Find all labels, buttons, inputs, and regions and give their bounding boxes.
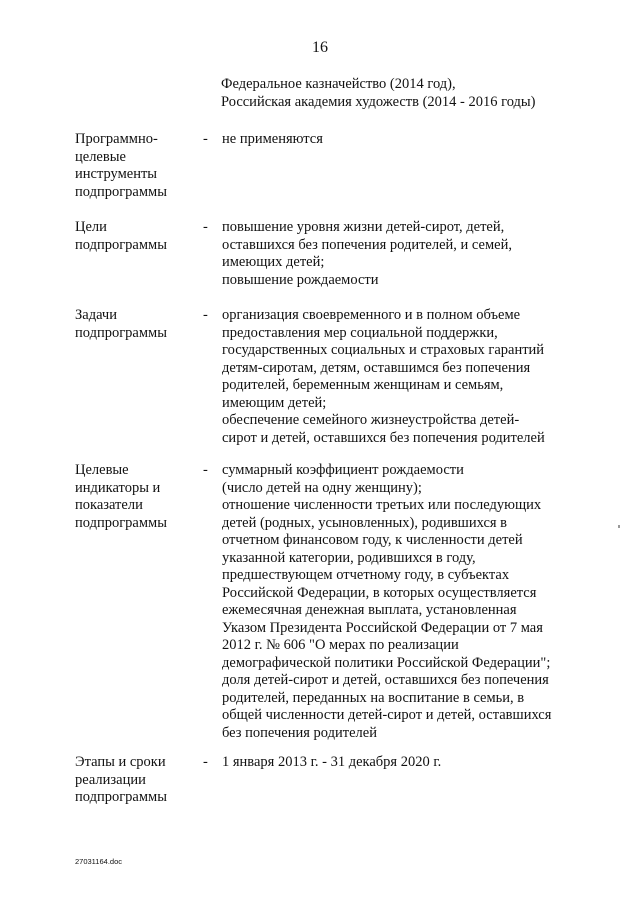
section-content-line: суммарный коэффициент рождаемости [222, 462, 464, 478]
section-label [75, 462, 200, 532]
section-content [222, 462, 602, 742]
section-content-line: обеспечение семейного жизнеустройства детей- [222, 412, 520, 428]
section-label [75, 307, 200, 342]
section-dash: - [203, 219, 208, 235]
section-content-line: 2012 г. № 606 "О мерах по реализации [222, 637, 459, 653]
scan-speck [618, 525, 620, 528]
section-label [75, 131, 200, 201]
section-content-line: Указом Президента Российской Федерации от 7 мая [222, 619, 543, 636]
section-label-line: подпрограммы [75, 514, 167, 531]
section-content-line: отчетном финансовом году, к численности детей [222, 532, 523, 548]
footer-filename: 27031164.doc [75, 857, 122, 866]
section-label-line: Целевые [75, 462, 129, 478]
section-label-line: подпрограммы [75, 183, 167, 200]
section-label-line: показатели [75, 497, 143, 513]
section-content-line: оставшихся без попечения родителей, и семей, [222, 236, 512, 253]
section-content-line: без попечения родителей [222, 724, 377, 741]
section-content-line: детей (родных, усыновленных), родившихся в [222, 514, 508, 531]
intro-line: Российская академия художеств (2014 - 2016 годы) [221, 94, 536, 110]
section-dash: - [203, 131, 208, 147]
page-number: 16 [312, 39, 328, 56]
section-content-line: родителей, беременным женщинам и семьям, [222, 377, 504, 393]
section-label [75, 754, 200, 807]
section-content [222, 307, 602, 447]
section-label-line: Задачи [75, 307, 117, 323]
section-dash: - [203, 307, 208, 323]
section-label-line: реализации [75, 771, 146, 788]
section-content-line: организация своевременного и в полном объеме [222, 307, 521, 323]
intro-block [221, 75, 536, 111]
section-content-line: отношение численности третьих или последующих [222, 497, 542, 513]
section-label-line: подпрограммы [75, 236, 167, 253]
section-content-line: демографической политики Российской Федерации"; [222, 654, 551, 671]
section-content [222, 754, 602, 772]
intro-line: Федеральное казначейство (2014 год), [221, 76, 456, 92]
section-content-line: доля детей-сирот и детей, оставшихся без попечения [222, 672, 549, 688]
section-content-line: имеющих детей; [222, 254, 325, 270]
section-label-line: целевые [75, 148, 126, 165]
section-label-line: подпрограммы [75, 324, 167, 341]
section-content-line: имеющим детей; [222, 394, 327, 411]
section-content-line: указанной категории, родившихся в году, [222, 549, 476, 566]
section-content-line: повышение уровня жизни детей-сирот, детей, [222, 219, 505, 235]
section-label-line: инструменты [75, 166, 158, 182]
section-content-line: предоставления мер социальной поддержки, [222, 324, 498, 341]
section-content-line: повышение рождаемости [222, 271, 379, 288]
section-content-line: сирот и детей, оставшихся без попечения родителей [222, 429, 545, 446]
section-label-line: индикаторы и [75, 479, 161, 496]
section-content-line: (число детей на одну женщину); [222, 479, 422, 496]
section-content-line: предшествующем отчетному году, в субъектах [222, 567, 510, 583]
section-content-line: ежемесячная денежная выплата, установленная [222, 602, 517, 618]
section-content-line: родителей, переданных на воспитание в семьи, в [222, 689, 525, 706]
section-label [75, 219, 200, 254]
section-content [222, 219, 602, 289]
section-label-line: подпрограммы [75, 789, 167, 805]
section-content-line: государственных социальных и страховых гарантий [222, 342, 545, 358]
section-content-line: 1 января 2013 г. - 31 декабря 2020 г. [222, 754, 442, 770]
section-label-line: Этапы и сроки [75, 754, 166, 770]
section-content-line: не применяются [222, 131, 323, 147]
section-content [222, 131, 602, 149]
section-content-line: Российской Федерации, в которых осуществляется [222, 584, 537, 601]
section-dash: - [203, 754, 208, 770]
section-dash: - [203, 462, 208, 478]
section-label-line: Программно- [75, 131, 158, 147]
section-label-line: Цели [75, 219, 107, 235]
section-content-line: детям-сиротам, детям, оставшимся без попечения [222, 359, 531, 376]
section-content-line: общей численности детей-сирот и детей, оставшихся [222, 707, 552, 723]
